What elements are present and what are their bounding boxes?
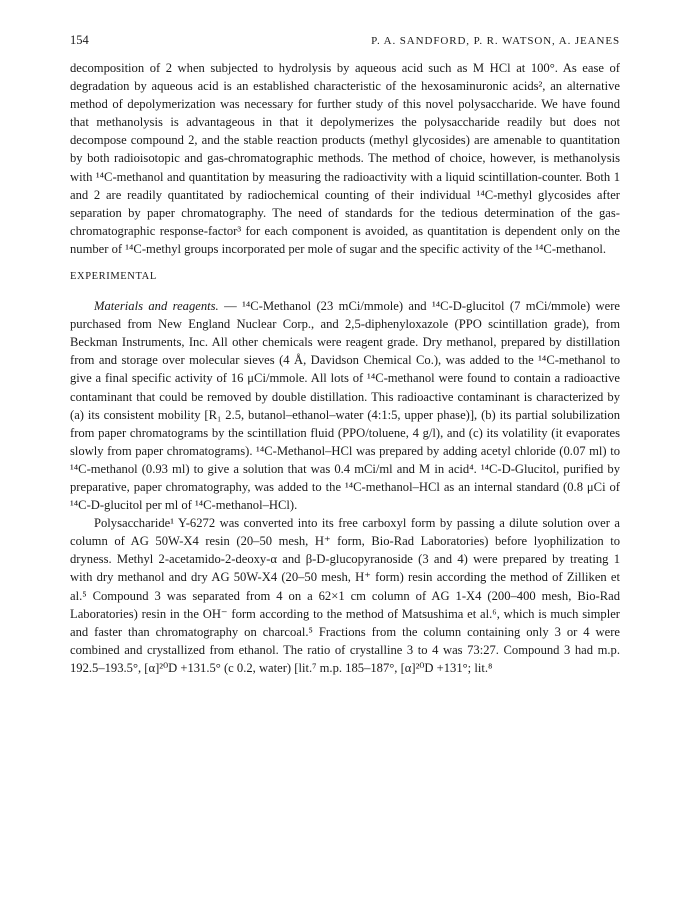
materials-subheading: Materials and reagents. bbox=[94, 299, 219, 314]
polysaccharide-paragraph: Polysaccharide¹ Y-6272 was converted into its free carboxyl form by passing a dilute solution over a column of AG 50W-X4 resin (20–50 mesh, H⁺ form, Bio-Rad Laboratories) before lyophilization to dryness. Methyl 2-acetamido-2-deoxy-α and β-D-glucopyranoside (3 and 4) were prepared by treating 1 with dry methanol and dry AG 50W-X4 (20–50 mesh, H⁺ form) resin according the method of Zilliken et al.⁵ Compound 3 was separated from 4 on a 62×1 cm column of AG 1-X4 (200–400 mesh, Bio-Rad Laboratories) resin in the OH⁻ form according to the method of Matsushima et al.⁶, which is much simpler and faster than chromatography on charcoal.⁵ Fractions from the column containing only 3 or 4 were combined and crystallized from ethanol. The ratio of crystalline 3 to 4 was 73:27. Compound 3 had m.p. 192.5–193.5°, [α]²⁰D +131.5° (c 0.2, water) [lit.⁷ m.p. 185–187°, [α]²⁰D +131°; lit.⁸ bbox=[70, 516, 620, 675]
materials-body: — ¹⁴C-Methanol (23 mCi/mmole) and ¹⁴C-D-glucitol (7 mCi/mmole) were purchased from New England Nuclear Corp., and 2,5-diphenyloxazole (PPO scintillation grade), from Beckman Instruments, Inc. All other chemicals were reagent grade. Dry methanol, prepared by distillation from and storage over molecular sieves (4 Å, Davidson Chemical Co.), was added to the ¹⁴C-methanol to give a final specific activity of 16 μCi/mmole. All lots of ¹⁴C-methanol were found to contain a radioactive contaminant that could be removed by double distillation. This radioactive contaminant is characterized by (a) its consistent mobility [R₁ 2.5, butanol–ethanol–water (4:1:5, upper phase)], (b) its partial solubilization from paper chromatograms by the scintillation fluid (PPO/toluene, 4 g/l), and (c) its volatility (it evaporates slowly from paper chromatograms). ¹⁴C-Methanol–HCl was prepared by adding acetyl chloride (0.07 ml) to ¹⁴C-methanol (0.93 ml) to give a solution that was 0.4 mCi/ml and M in acid⁴. ¹⁴C-D-Glucitol, purified by preparative, paper chromatography, was added to the ¹⁴C-methanol–HCl as an internal standard (0.8 μCi of ¹⁴C-D-glucitol per ml of ¹⁴C-methanol–HCl). bbox=[70, 299, 621, 513]
page-number: 154 bbox=[70, 33, 89, 47]
materials-paragraph bbox=[70, 297, 620, 514]
intro-paragraph: decomposition of 2 when subjected to hydrolysis by aqueous acid such as M HCl at 100°. As ease of degradation by aqueous acid is an established characteristic of the hexosaminuronic acids², an alternative method of depolymerization was necessary for further study of this novel polysaccharide. We have found that methanolysis is advantageous in that it depolymerizes the polysaccharide readily but does not decompose compound 2, and the stable reaction products (methyl glycosides) are amenable to quantitation by both radioisotopic and gas-chromatographic methods. The method of choice, however, is methanolysis with ¹⁴C-methanol and quantitation by measuring the radioactivity with a liquid scintillation-counter. Both 1 and 2 are readily quantitated by radiochemical counting of their individual ¹⁴C-methyl glycosides after separation by paper chromatography. The need of standards for the tedious determination of the gas-chromatographic response-factor³ for each component is avoided, as quantitation is dependent only on the number of ¹⁴C-methyl groups incorporated per mole of sugar and the specific activity of the ¹⁴C-methanol. bbox=[70, 61, 620, 256]
page-header bbox=[70, 33, 620, 55]
section-heading-experimental: EXPERIMENTAL bbox=[70, 271, 157, 283]
running-head: P. A. SANDFORD, P. R. WATSON, A. JEANES bbox=[371, 35, 620, 47]
